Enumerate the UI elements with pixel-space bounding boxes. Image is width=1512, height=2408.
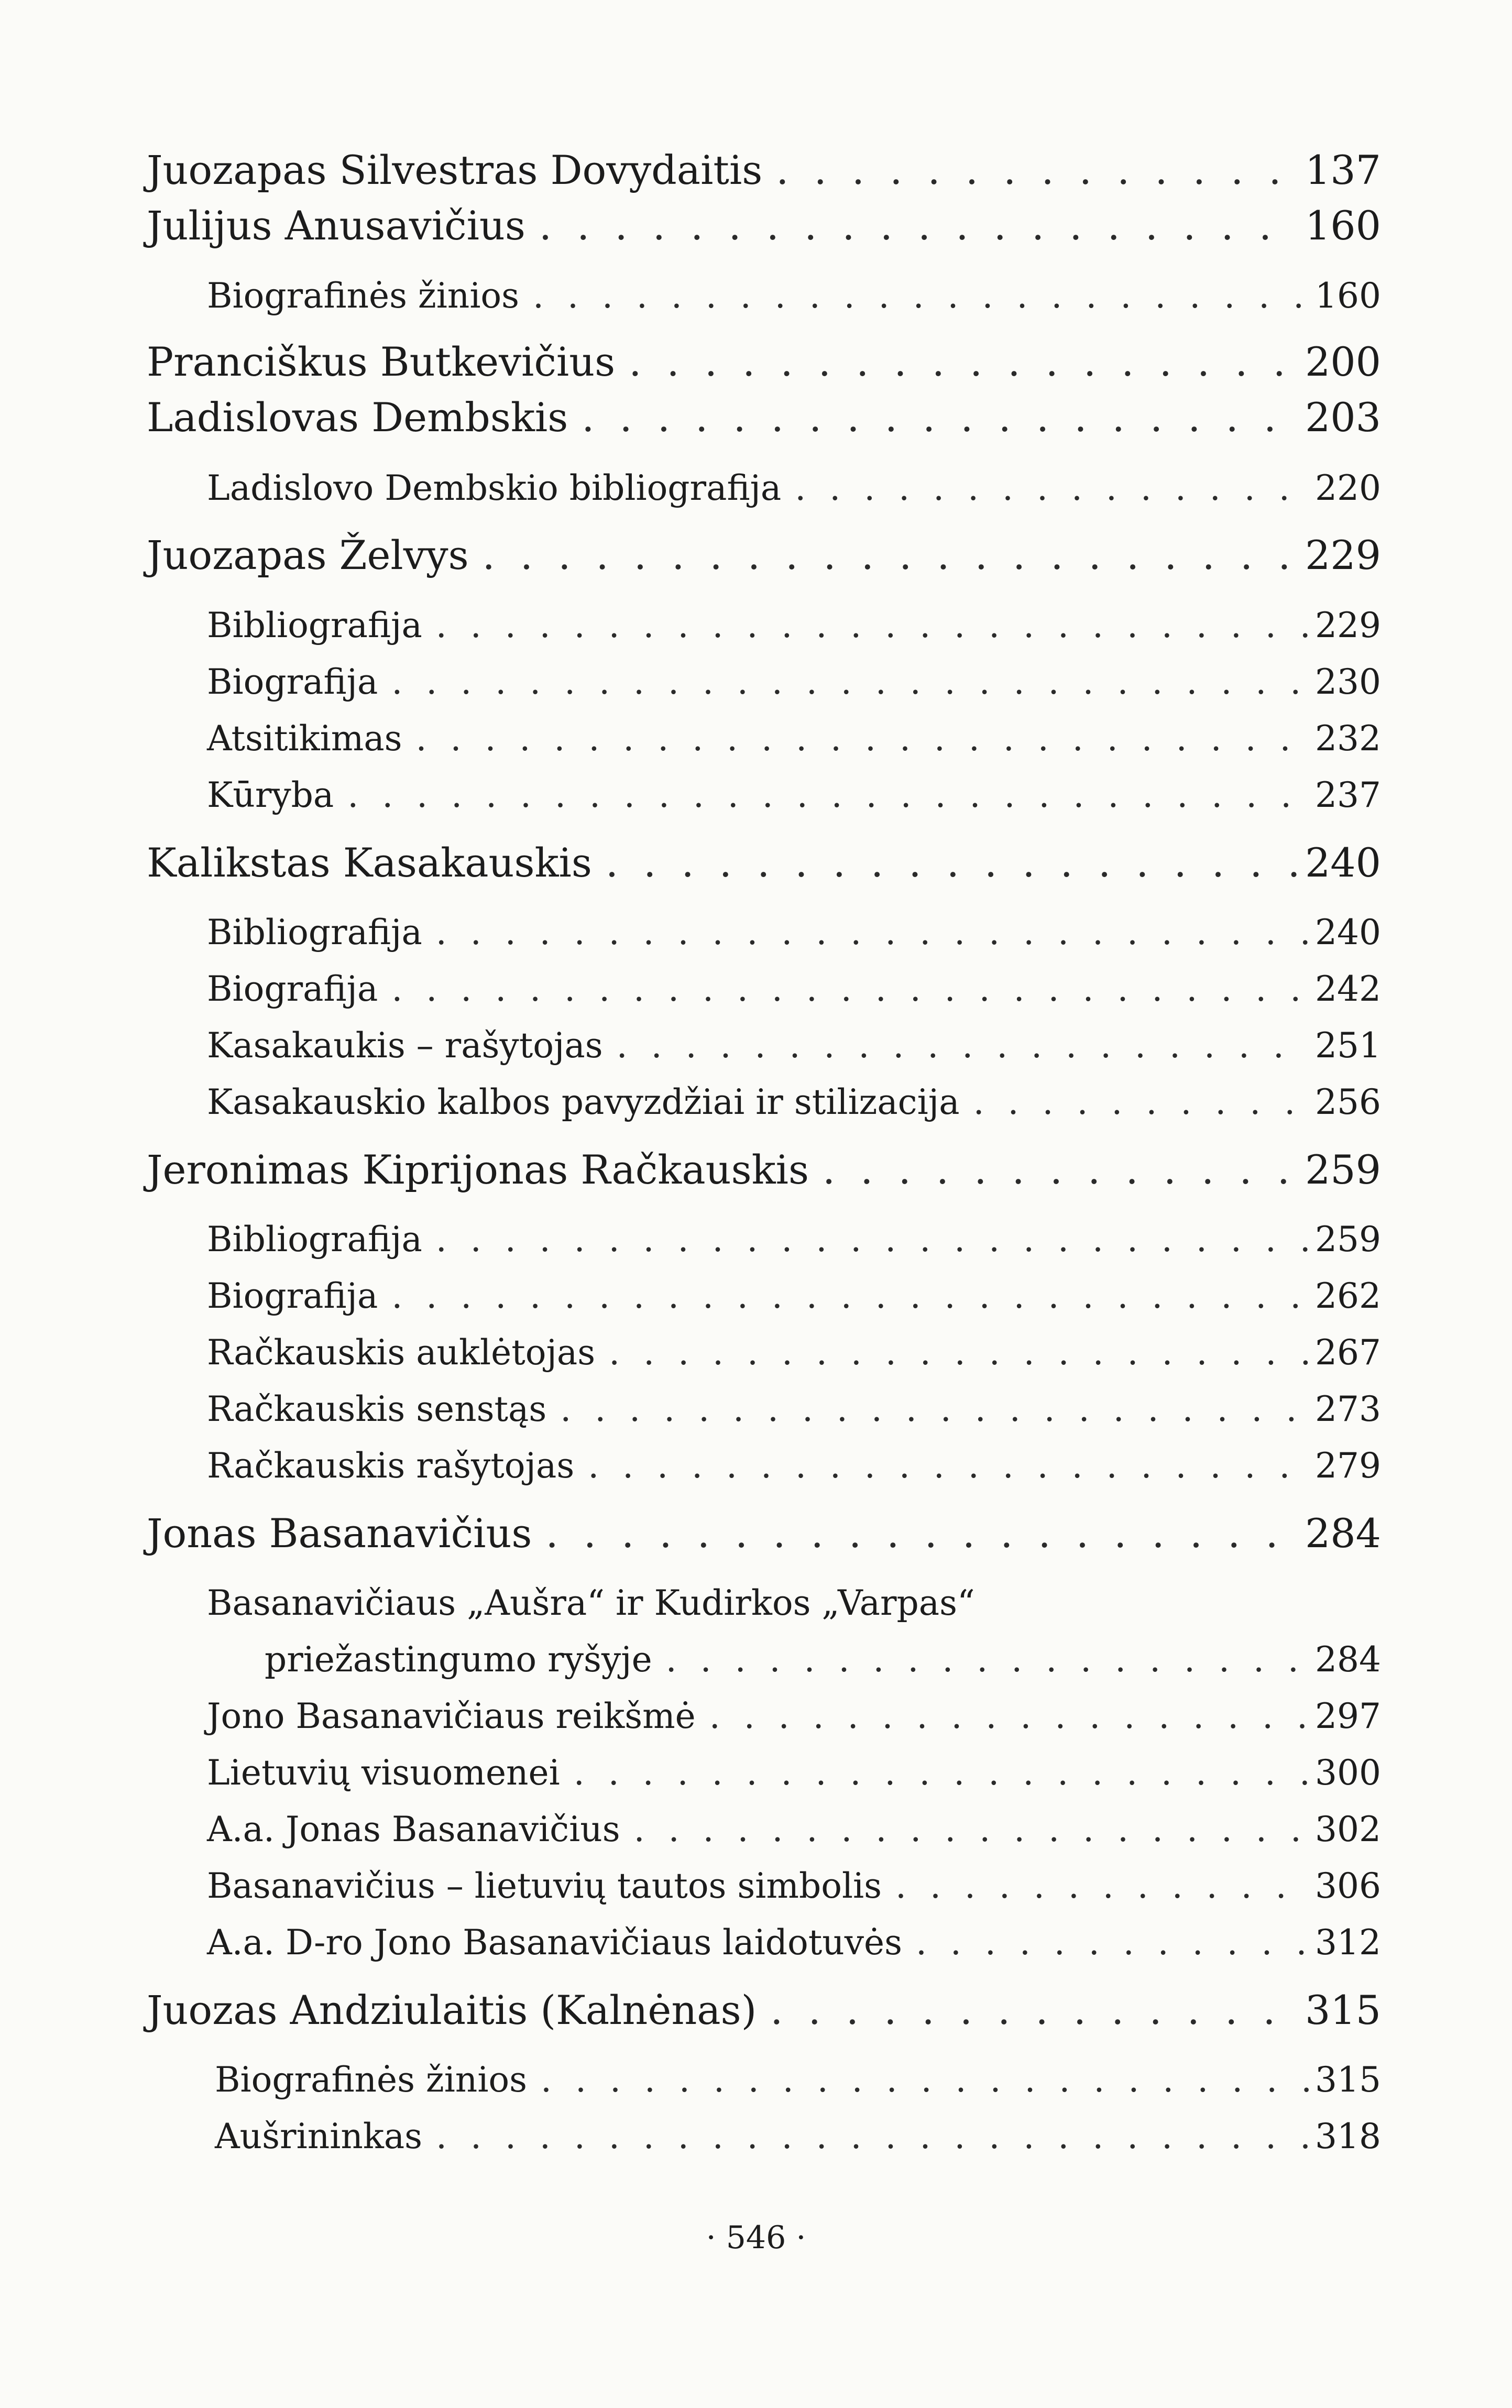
- dot-leader: [588, 1446, 1310, 1486]
- toc-subentry: [207, 1809, 1381, 1849]
- toc-entry-page: 312: [1315, 1922, 1381, 1963]
- page-number: · 546 ·: [706, 2219, 806, 2256]
- dot-leader: [574, 1753, 1310, 1793]
- toc-entry-page: 203: [1305, 394, 1381, 441]
- dot-leader: [539, 202, 1300, 249]
- toc-entry-title: Ladislovas Dembskis: [147, 394, 568, 441]
- toc-subentry: [207, 912, 1381, 953]
- toc-entry-page: 302: [1315, 1809, 1381, 1849]
- dot-leader: [347, 775, 1310, 815]
- toc-subentry: [207, 1866, 1381, 1906]
- toc-entry-page: 297: [1315, 1696, 1381, 1736]
- toc-entry-title: Bibliografija: [207, 912, 422, 953]
- toc-entry-title: Biografija: [207, 1276, 378, 1316]
- toc-entry-page: 279: [1315, 1446, 1381, 1486]
- dot-leader: [545, 1510, 1300, 1557]
- dot-leader: [776, 147, 1300, 193]
- toc-entry-page: 300: [1315, 1753, 1381, 1793]
- toc-entry-title: Bibliografija: [207, 1219, 422, 1260]
- dot-leader: [582, 394, 1300, 441]
- dot-leader: [436, 605, 1310, 645]
- toc-entry-title: Julijus Anusavičius: [147, 202, 525, 249]
- toc-subentry: [207, 605, 1381, 645]
- toc-entry-title: Račkauskis senstąs: [207, 1389, 547, 1429]
- toc-entry-page: 267: [1315, 1332, 1381, 1373]
- toc-entry-page: 306: [1315, 1866, 1381, 1906]
- toc-entry-title: Juozapas Silvestras Dovydaitis: [147, 147, 763, 193]
- toc-entry-title: Lietuvių visuomenei: [207, 1753, 560, 1793]
- toc-entry-title: Pranciškus Butkevičius: [147, 338, 616, 385]
- toc-entry-page: 160: [1305, 202, 1381, 249]
- toc-entry-page: 229: [1305, 532, 1381, 578]
- toc-subentry: [207, 718, 1381, 759]
- dot-leader: [795, 468, 1310, 508]
- dot-leader: [629, 338, 1300, 385]
- toc-entry-page: 262: [1315, 1276, 1381, 1316]
- toc-entry-page: 315: [1315, 2060, 1381, 2100]
- dot-leader: [895, 1866, 1310, 1906]
- toc-entry-title: A.a. D-ro Jono Basanavičiaus laidotuvės: [207, 1922, 902, 1963]
- toc-subentry: [207, 969, 1381, 1009]
- toc-entry-page: 137: [1305, 147, 1381, 193]
- toc-entry-page: 230: [1315, 662, 1381, 702]
- toc-entry-page: 256: [1315, 1082, 1381, 1122]
- toc-entry-page: 315: [1305, 1987, 1381, 2033]
- toc-entry-title: Kalikstas Kasakauskis: [147, 839, 592, 886]
- toc-entry-title: Biografija: [207, 662, 378, 702]
- toc-subentry: [207, 1219, 1381, 1260]
- toc-entry-title: Biografija: [207, 969, 378, 1009]
- dot-leader: [391, 1276, 1310, 1316]
- toc-subentry: [207, 1276, 1381, 1316]
- toc-entry-title: A.a. Jonas Basanavičius: [207, 1809, 620, 1849]
- dot-leader: [823, 1146, 1300, 1193]
- toc-entry-page: 160: [1315, 276, 1381, 316]
- dot-leader: [533, 276, 1310, 316]
- toc-subentry: [207, 1389, 1381, 1429]
- toc-entry: [147, 839, 1381, 886]
- toc-entry-title: Juozapas Želvys: [147, 532, 469, 578]
- toc-entry-title: Jonas Basanavičius: [147, 1510, 532, 1557]
- dot-leader: [541, 2060, 1310, 2100]
- dot-leader: [666, 1639, 1310, 1680]
- toc-subentry: [207, 1446, 1381, 1486]
- toc-entry-title: Račkauskis auklėtojas: [207, 1332, 596, 1373]
- toc-subentry: [207, 1753, 1381, 1793]
- toc-entry-title: Račkauskis rašytojas: [207, 1446, 575, 1486]
- dot-leader: [609, 1332, 1310, 1373]
- dot-leader: [436, 2116, 1310, 2157]
- toc-subentry: [207, 775, 1381, 815]
- toc-entry-page: 259: [1305, 1146, 1381, 1193]
- toc-entry: [147, 1146, 1381, 1193]
- toc-entry-title: Biografinės žinios: [215, 2060, 528, 2100]
- toc-subentry-first-line: Basanavičiaus „Aušra“ ir Kudirkos „Varpas“: [207, 1583, 975, 1623]
- dot-leader: [770, 1987, 1300, 2033]
- toc-entry-title: Atsitikimas: [207, 718, 402, 759]
- dot-leader: [634, 1809, 1310, 1849]
- toc-entry-page: 240: [1305, 839, 1381, 886]
- toc-entry-page: 229: [1315, 605, 1381, 645]
- toc-entry: [147, 532, 1381, 578]
- toc-entry: [147, 147, 1381, 193]
- toc-entry-page: 232: [1315, 718, 1381, 759]
- toc-entry-title: Ladislovo Dembskio bibliografija: [207, 468, 782, 508]
- toc-entry-page: 259: [1315, 1219, 1381, 1260]
- dot-leader: [483, 532, 1300, 578]
- dot-leader: [709, 1696, 1310, 1736]
- toc-subentry: [215, 2116, 1381, 2157]
- dot-leader: [391, 969, 1310, 1009]
- toc-entry-page: 273: [1315, 1389, 1381, 1429]
- dot-leader: [416, 718, 1310, 759]
- toc-entry-page: 237: [1315, 775, 1381, 815]
- toc-entry: [147, 338, 1381, 385]
- toc-subentry-continuation: [265, 1639, 1381, 1680]
- dot-leader: [391, 662, 1310, 702]
- toc-subentry: [215, 2060, 1381, 2100]
- toc-entry-title: Juozas Andziulaitis (Kalnėnas): [147, 1987, 757, 2033]
- toc-entry-title: Aušrininkas: [215, 2116, 423, 2157]
- toc-entry-title: Jono Basanavičiaus reikšmė: [207, 1696, 696, 1736]
- toc-subentry: [207, 1922, 1381, 1963]
- toc-entry-page: 242: [1315, 969, 1381, 1009]
- dot-leader: [436, 912, 1310, 953]
- toc-entry-title: priežastingumo ryšyje: [265, 1639, 652, 1680]
- toc-entry-page: 240: [1315, 912, 1381, 953]
- toc-entry-title: Kūryba: [207, 775, 334, 815]
- toc-subentry: [207, 1332, 1381, 1373]
- toc-entry-page: 220: [1315, 468, 1381, 508]
- toc-entry-page: 284: [1305, 1510, 1381, 1557]
- toc-entry-title: Kasakaukis – rašytojas: [207, 1025, 603, 1066]
- toc-subentry: [207, 1082, 1381, 1122]
- toc-entry: [147, 1987, 1381, 2033]
- toc-entry-page: 251: [1315, 1025, 1381, 1066]
- dot-leader: [973, 1082, 1310, 1122]
- dot-leader: [560, 1389, 1310, 1429]
- dot-leader: [606, 839, 1300, 886]
- toc-subentry: [207, 1696, 1381, 1736]
- dot-leader: [916, 1922, 1310, 1963]
- toc-entry-page: 284: [1315, 1639, 1381, 1680]
- dot-leader: [436, 1219, 1310, 1260]
- toc-entry: [147, 394, 1381, 441]
- toc-entry-title: Kasakauskio kalbos pavyzdžiai ir stilizacija: [207, 1082, 960, 1122]
- toc-entry-title: Biografinės žinios: [207, 276, 520, 316]
- toc-subentry: [207, 662, 1381, 702]
- toc-subentry: [207, 468, 1381, 508]
- toc-entry-title: Bibliografija: [207, 605, 422, 645]
- toc-entry-page: 318: [1315, 2116, 1381, 2157]
- toc-entry-title: Jeronimas Kiprijonas Račkauskis: [147, 1146, 809, 1193]
- dot-leader: [617, 1025, 1310, 1066]
- toc-subentry: [207, 276, 1381, 316]
- toc-entry: [147, 1510, 1381, 1557]
- toc-entry-page: 200: [1305, 338, 1381, 385]
- toc-subentry: [207, 1025, 1381, 1066]
- toc-entry-title: Basanavičius – lietuvių tautos simbolis: [207, 1866, 882, 1906]
- toc-entry: [147, 202, 1381, 249]
